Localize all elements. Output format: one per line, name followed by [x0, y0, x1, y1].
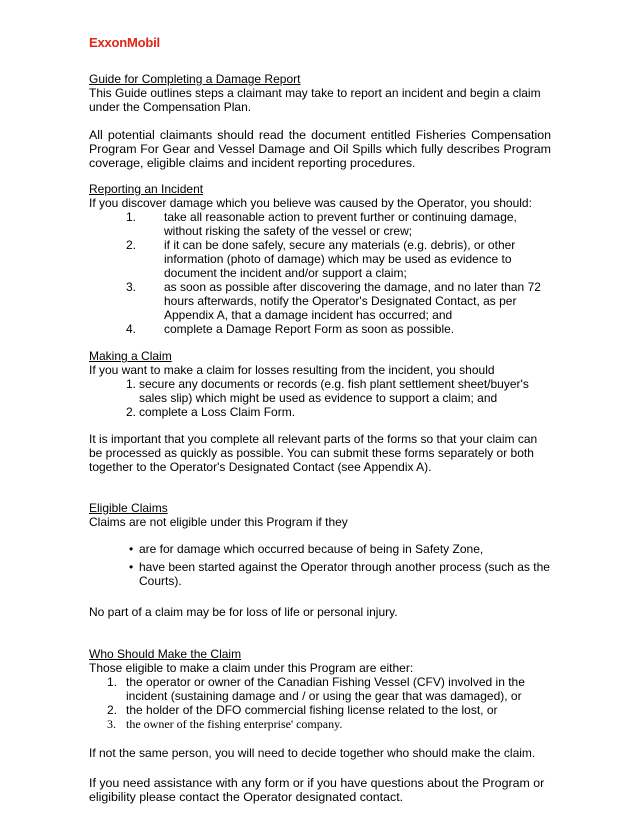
reporting-list — [89, 210, 551, 336]
guide-para2: All potential claimants should read the document entitled Fisheries Compensation Program For Gear and Vessel Damage and Oil Spills which fully describes Program coverage, eligible claims and incident reporting procedures. — [89, 128, 551, 170]
who-list — [89, 675, 551, 731]
eligible-intro: Claims are not eligible under this Program if they — [89, 515, 348, 529]
making-heading: Making a Claim — [89, 349, 172, 363]
who-para: If not the same person, you will need to decide together who should make the claim. — [89, 746, 536, 760]
guide-heading: Guide for Completing a Damage Report — [89, 72, 301, 86]
guide-intro: This Guide outlines steps a claimant may take to report an incident and begin a claim under the Compensation Plan. — [89, 86, 541, 114]
making-intro: If you want to make a claim for losses resulting from the incident, you should — [89, 363, 495, 377]
making-list — [89, 377, 551, 419]
eligible-heading: Eligible Claims — [89, 501, 168, 515]
contact-para: If you need assistance with any form or if you have questions about the Program or eligibility please contact the Operator designated contact. — [89, 776, 545, 804]
list-item: 3. the owner of the fishing enterprise' company. — [107, 717, 343, 731]
list-item: 2. the holder of the DFO commercial fishing license related to the lost, or — [107, 703, 498, 717]
list-item: 2. complete a Loss Claim Form. — [126, 405, 296, 419]
making-para: It is important that you complete all relevant parts of the forms so that your claim can be processed as quickly as possible. You can submit these forms separately or both together to the Operator's Designated Contact (see Appendix A). — [89, 432, 538, 474]
list-item: 1. secure any documents or records (e.g. fish plant settlement sheet/buyer's sales slip) which might be used as evidence to support a claim; and — [126, 377, 529, 405]
list-item: 4. complete a Damage Report Form as soon as possible. — [126, 322, 455, 336]
eligible-list — [89, 542, 551, 588]
who-heading: Who Should Make the Claim — [89, 647, 242, 661]
document-body — [89, 72, 551, 804]
list-item: 3. as soon as possible after discovering the damage, and no later than 72 hours afterwards, notify the Operator's Designated Contact, as per Appendix A, that a damage incident has occurred; and — [126, 280, 541, 322]
list-item: 2. if it can be done safely, secure any materials (e.g. debris), or other information (photo of damage) which may be used as evidence to document the incident and/or support a claim; — [126, 238, 516, 280]
who-intro: Those eligible to make a claim under this Program are either: — [89, 661, 414, 675]
list-item: 1. take all reasonable action to prevent further or continuing damage, without risking the safety of the vessel or crew; — [126, 210, 517, 238]
list-item: • have been started against the Operator through another process (such as the Courts). — [129, 560, 550, 588]
list-item: 1. the operator or owner of the Canadian Fishing Vessel (CFV) involved in the incident (sustaining damage and / or using the gear that was damaged), or — [107, 675, 525, 703]
reporting-heading: Reporting an Incident — [89, 182, 204, 196]
eligible-para: No part of a claim may be for loss of life or personal injury. — [89, 605, 398, 619]
list-item: • are for damage which occurred because of being in Safety Zone, — [129, 542, 484, 556]
exxonmobil-logo: ExxonMobil — [89, 35, 160, 50]
reporting-intro: If you discover damage which you believe was caused by the Operator, you should: — [89, 196, 532, 210]
